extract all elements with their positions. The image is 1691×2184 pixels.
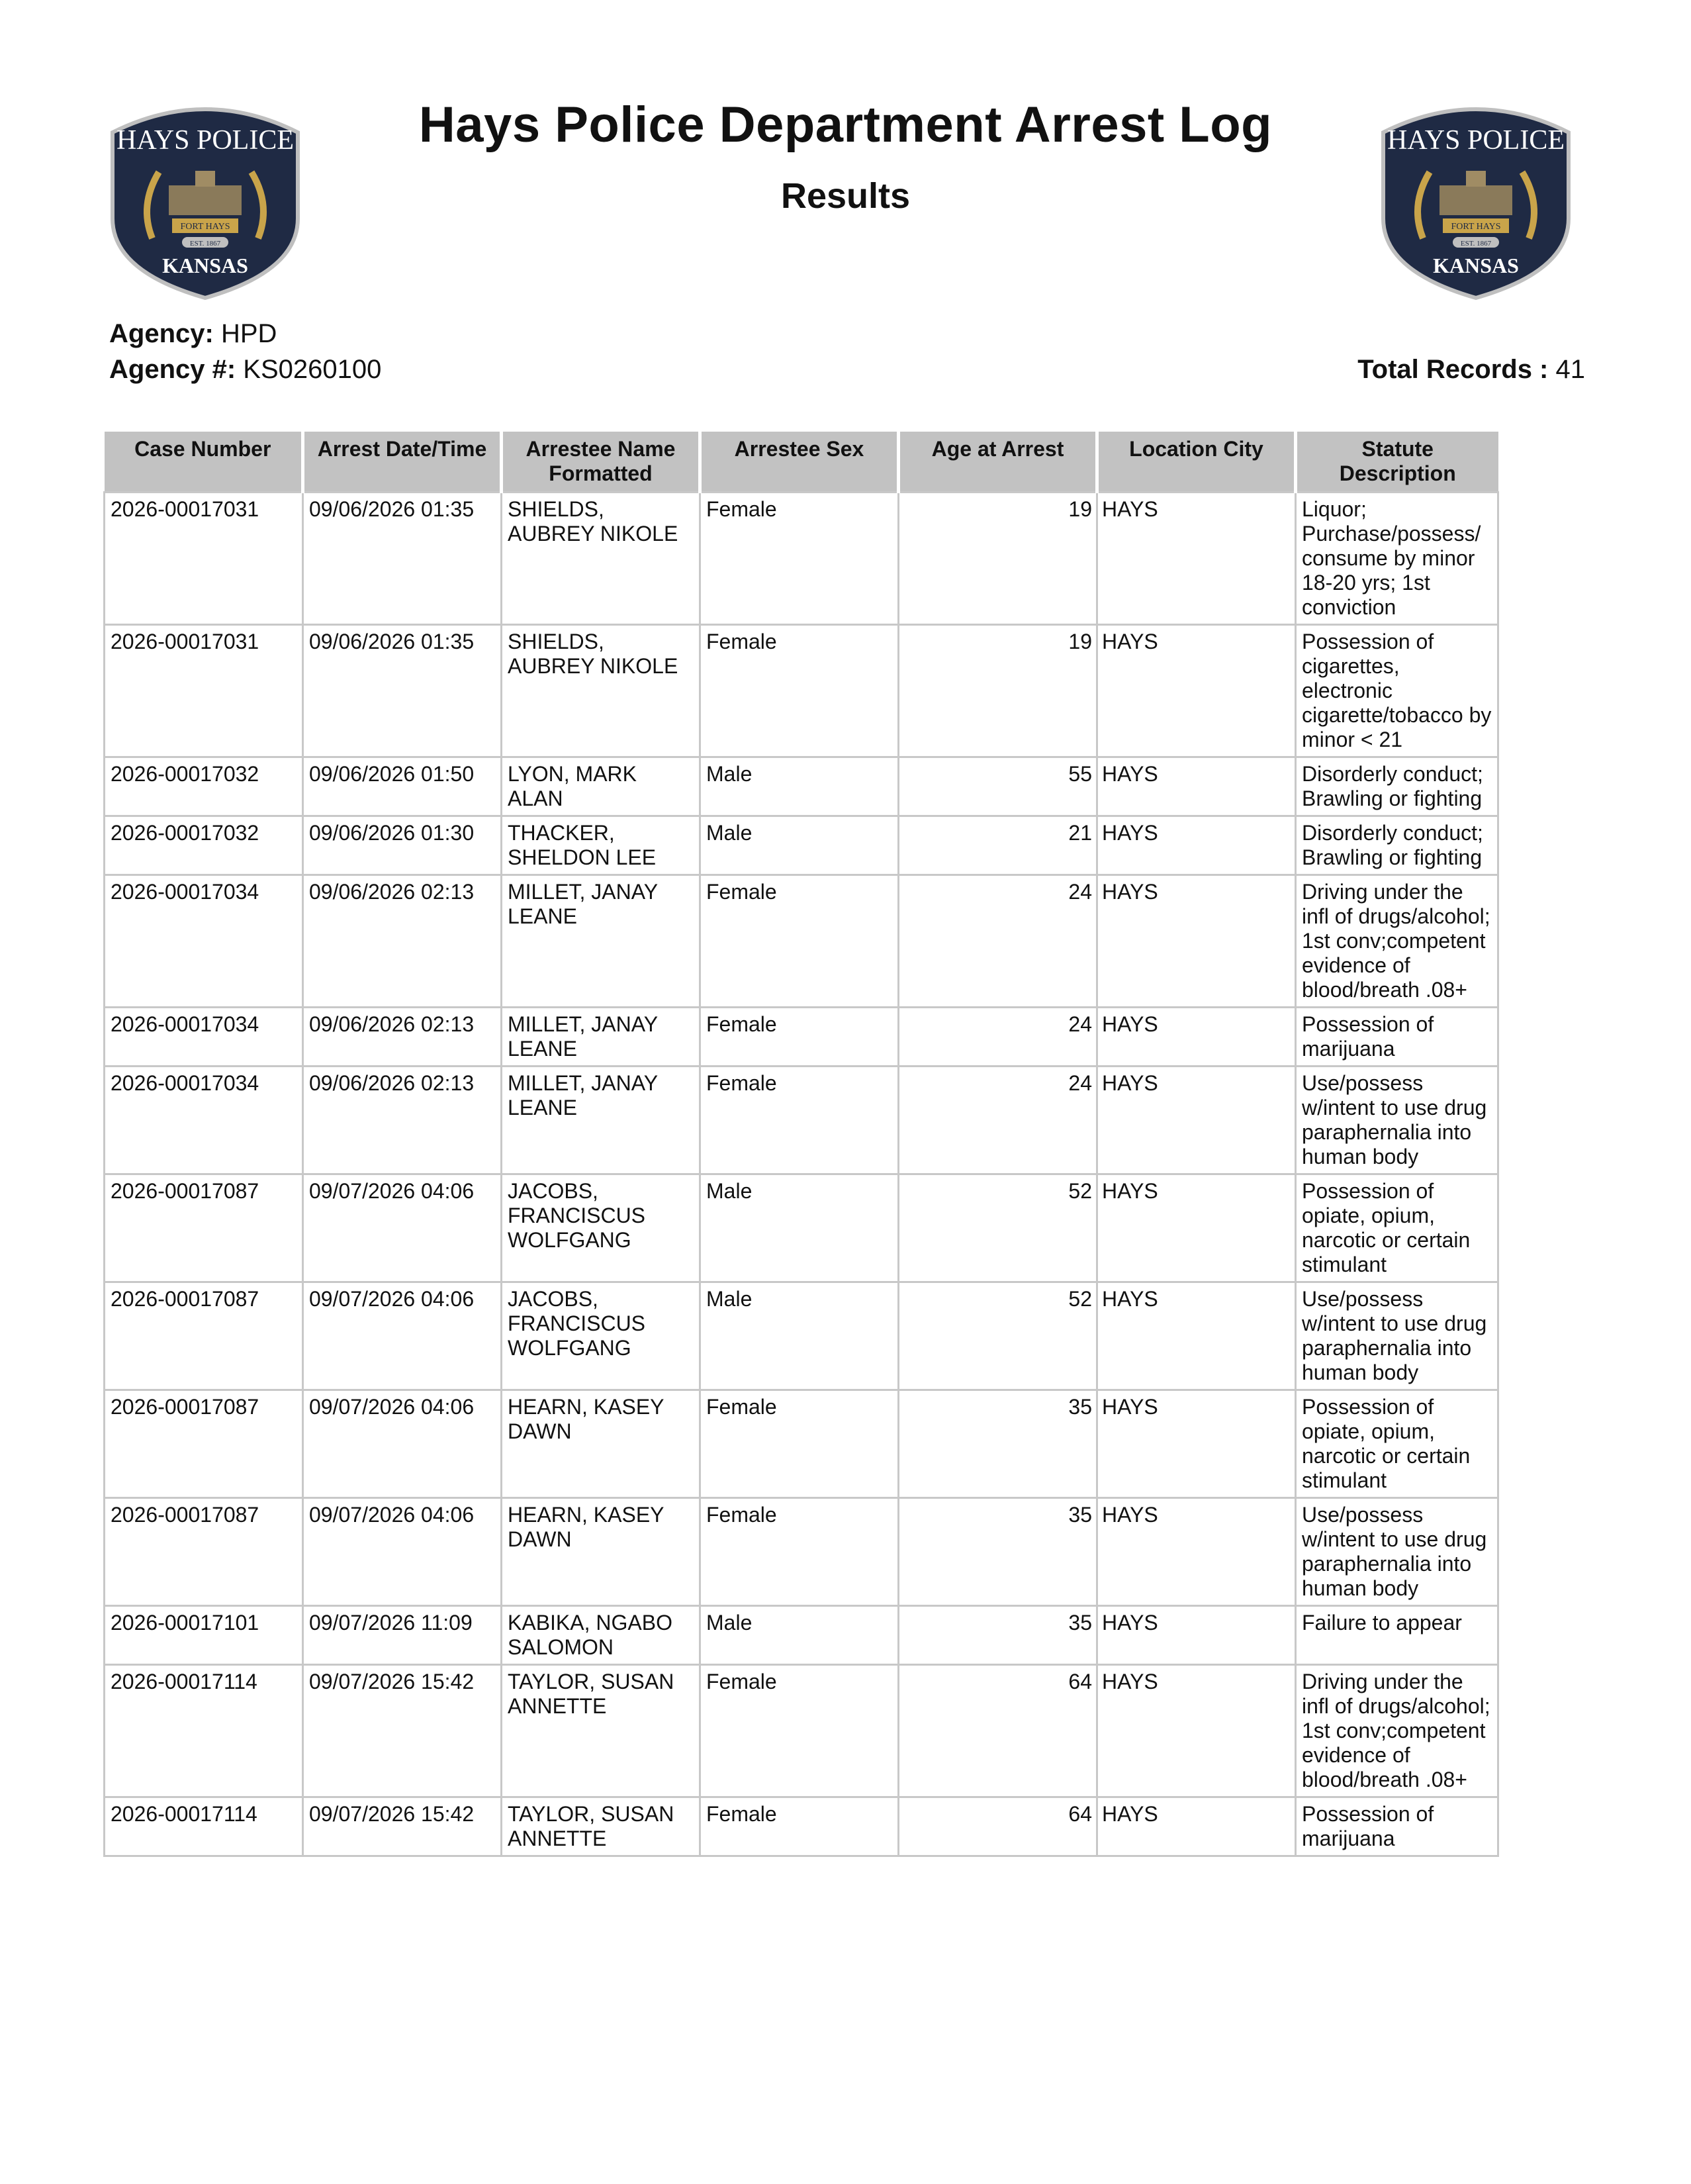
age-cell: 35 <box>899 1390 1097 1498</box>
arrestee-name-cell: TAYLOR, SUSAN ANNETTE <box>502 1797 700 1856</box>
arrestee-name-cell: TAYLOR, SUSAN ANNETTE <box>502 1665 700 1797</box>
age-cell: 35 <box>899 1606 1097 1665</box>
arrestee-sex-cell: Male <box>700 816 899 875</box>
arrestee-sex-cell: Male <box>700 757 899 816</box>
arrestee-sex-cell: Male <box>700 1606 899 1665</box>
agency-number-value: KS0260100 <box>243 355 382 384</box>
statute-description-cell: Disorderly conduct; Brawling or fighting <box>1296 757 1498 816</box>
svg-text:HAYS POLICE: HAYS POLICE <box>1387 125 1565 156</box>
case-number-cell: 2026-00017034 <box>105 1067 303 1174</box>
arrestee-name-cell: JACOBS, FRANCISCUS WOLFGANG <box>502 1174 700 1282</box>
table-row <box>105 1174 1498 1282</box>
svg-text:FORT HAYS: FORT HAYS <box>1451 222 1501 232</box>
table-row <box>105 1665 1498 1797</box>
arrestee-sex-cell: Female <box>700 625 899 757</box>
arrestee-name-cell: JACOBS, FRANCISCUS WOLFGANG <box>502 1282 700 1390</box>
case-number-cell: 2026-00017034 <box>105 1008 303 1067</box>
column-header-arrestee-name: Arrestee Name Formatted <box>502 432 700 493</box>
arrest-datetime-cell: 09/06/2026 01:30 <box>303 816 502 875</box>
column-header-case-number: Case Number <box>105 432 303 493</box>
table-row <box>105 816 1498 875</box>
arrest-datetime-cell: 09/07/2026 04:06 <box>303 1390 502 1498</box>
statute-description-cell: Driving under the infl of drugs/alcohol; 1st conv;competent evidence of blood/breath .08+ <box>1296 1665 1498 1797</box>
svg-text:FORT HAYS: FORT HAYS <box>180 222 230 232</box>
arrest-datetime-cell: 09/06/2026 01:35 <box>303 625 502 757</box>
svg-text:HAYS POLICE: HAYS POLICE <box>116 125 294 156</box>
location-city-cell: HAYS <box>1097 816 1296 875</box>
arrestee-sex-cell: Female <box>700 1067 899 1174</box>
age-cell: 21 <box>899 816 1097 875</box>
arrest-log-table <box>103 432 1499 1857</box>
agency-number-label: Agency #: <box>109 355 236 384</box>
page-title: Hays Police Department Arrest Log <box>418 97 1273 153</box>
table-row <box>105 875 1498 1008</box>
table-row <box>105 1797 1498 1856</box>
statute-description-cell: Use/possess w/intent to use drug paraphernalia into human body <box>1296 1282 1498 1390</box>
table-row <box>105 1282 1498 1390</box>
table-row <box>105 1390 1498 1498</box>
age-cell: 24 <box>899 1067 1097 1174</box>
statute-description-cell: Possession of cigarettes, electronic cigarette/tobacco by minor < 21 <box>1296 625 1498 757</box>
table-row <box>105 757 1498 816</box>
arrest-datetime-cell: 09/06/2026 01:50 <box>303 757 502 816</box>
age-cell: 64 <box>899 1797 1097 1856</box>
arrestee-name-cell: MILLET, JANAY LEANE <box>502 875 700 1008</box>
page-subtitle: Results <box>780 176 911 216</box>
column-header-location-city: Location City <box>1097 432 1296 493</box>
arrestee-sex-cell: Female <box>700 1008 899 1067</box>
arrestee-name-cell: THACKER, SHELDON LEE <box>502 816 700 875</box>
case-number-cell: 2026-00017114 <box>105 1797 303 1856</box>
statute-description-cell: Disorderly conduct; Brawling or fighting <box>1296 816 1498 875</box>
location-city-cell: HAYS <box>1097 1665 1296 1797</box>
arrestee-name-cell: SHIELDS, AUBREY NIKOLE <box>502 625 700 757</box>
location-city-cell: HAYS <box>1097 1008 1296 1067</box>
agency-label: Agency: <box>109 319 214 348</box>
age-cell: 55 <box>899 757 1097 816</box>
agency-value: HPD <box>220 319 277 348</box>
table-row <box>105 625 1498 757</box>
svg-text:KANSAS: KANSAS <box>162 254 248 277</box>
column-header-age-at-arrest: Age at Arrest <box>899 432 1097 493</box>
location-city-cell: HAYS <box>1097 1282 1296 1390</box>
arrest-datetime-cell: 09/06/2026 02:13 <box>303 1067 502 1174</box>
statute-description-cell: Failure to appear <box>1296 1606 1498 1665</box>
case-number-cell: 2026-00017087 <box>105 1498 303 1606</box>
arrestee-sex-cell: Female <box>700 1498 899 1606</box>
arrestee-name-cell: LYON, MARK ALAN <box>502 757 700 816</box>
location-city-cell: HAYS <box>1097 493 1296 625</box>
statute-description-cell: Use/possess w/intent to use drug paraphernalia into human body <box>1296 1067 1498 1174</box>
total-records-label: Total Records : <box>1357 355 1549 384</box>
age-cell: 19 <box>899 493 1097 625</box>
arrestee-name-cell: HEARN, KASEY DAWN <box>502 1390 700 1498</box>
case-number-cell: 2026-00017087 <box>105 1390 303 1498</box>
agency-number-line <box>109 355 381 385</box>
table-header-row <box>105 432 1498 493</box>
total-records-value: 41 <box>1555 355 1585 384</box>
location-city-cell: HAYS <box>1097 1390 1296 1498</box>
arrest-datetime-cell: 09/07/2026 04:06 <box>303 1282 502 1390</box>
svg-text:EST. 1867: EST. 1867 <box>1460 240 1492 248</box>
location-city-cell: HAYS <box>1097 1498 1296 1606</box>
arrestee-sex-cell: Female <box>700 875 899 1008</box>
arrestee-sex-cell: Male <box>700 1282 899 1390</box>
arrestee-sex-cell: Female <box>700 1665 899 1797</box>
arrest-datetime-cell: 09/06/2026 02:13 <box>303 875 502 1008</box>
location-city-cell: HAYS <box>1097 1606 1296 1665</box>
arrest-datetime-cell: 09/07/2026 04:06 <box>303 1498 502 1606</box>
case-number-cell: 2026-00017114 <box>105 1665 303 1797</box>
arrestee-name-cell: SHIELDS, AUBREY NIKOLE <box>502 493 700 625</box>
arrestee-name-cell: HEARN, KASEY DAWN <box>502 1498 700 1606</box>
statute-description-cell: Use/possess w/intent to use drug paraphernalia into human body <box>1296 1498 1498 1606</box>
table-row <box>105 1008 1498 1067</box>
case-number-cell: 2026-00017031 <box>105 493 303 625</box>
statute-description-cell: Driving under the infl of drugs/alcohol; 1st conv;competent evidence of blood/breath .08+ <box>1296 875 1498 1008</box>
age-cell: 19 <box>899 625 1097 757</box>
case-number-cell: 2026-00017101 <box>105 1606 303 1665</box>
age-cell: 52 <box>899 1174 1097 1282</box>
column-header-arrestee-sex: Arrestee Sex <box>700 432 899 493</box>
statute-description-cell: Possession of marijuana <box>1296 1797 1498 1856</box>
case-number-cell: 2026-00017032 <box>105 816 303 875</box>
statute-description-cell: Liquor; Purchase/possess/ consume by minor 18-20 yrs; 1st conviction <box>1296 493 1498 625</box>
arrestee-name-cell: MILLET, JANAY LEANE <box>502 1067 700 1174</box>
arrest-datetime-cell: 09/07/2026 15:42 <box>303 1665 502 1797</box>
arrestee-name-cell: KABIKA, NGABO SALOMON <box>502 1606 700 1665</box>
arrest-log-body <box>105 493 1498 1856</box>
agency-line <box>109 319 277 349</box>
statute-description-cell: Possession of marijuana <box>1296 1008 1498 1067</box>
age-cell: 24 <box>899 1008 1097 1067</box>
column-header-statute-description: Statute Description <box>1296 432 1498 493</box>
location-city-cell: HAYS <box>1097 875 1296 1008</box>
age-cell: 24 <box>899 875 1097 1008</box>
arrestee-sex-cell: Female <box>700 493 899 625</box>
location-city-cell: HAYS <box>1097 1067 1296 1174</box>
arrestee-sex-cell: Male <box>700 1174 899 1282</box>
arrest-datetime-cell: 09/07/2026 11:09 <box>303 1606 502 1665</box>
location-city-cell: HAYS <box>1097 757 1296 816</box>
location-city-cell: HAYS <box>1097 1174 1296 1282</box>
table-row <box>105 1067 1498 1174</box>
table-row <box>105 1606 1498 1665</box>
case-number-cell: 2026-00017034 <box>105 875 303 1008</box>
column-header-arrest-datetime: Arrest Date/Time <box>303 432 502 493</box>
arrest-datetime-cell: 09/06/2026 01:35 <box>303 493 502 625</box>
case-number-cell: 2026-00017032 <box>105 757 303 816</box>
age-cell: 35 <box>899 1498 1097 1606</box>
age-cell: 52 <box>899 1282 1097 1390</box>
arrestee-name-cell: MILLET, JANAY LEANE <box>502 1008 700 1067</box>
case-number-cell: 2026-00017087 <box>105 1282 303 1390</box>
svg-text:KANSAS: KANSAS <box>1433 254 1519 277</box>
statute-description-cell: Possession of opiate, opium, narcotic or certain stimulant <box>1296 1174 1498 1282</box>
location-city-cell: HAYS <box>1097 1797 1296 1856</box>
table-row <box>105 1498 1498 1606</box>
table-row <box>105 493 1498 625</box>
total-records <box>1357 355 1585 385</box>
case-number-cell: 2026-00017031 <box>105 625 303 757</box>
arrestee-sex-cell: Female <box>700 1797 899 1856</box>
location-city-cell: HAYS <box>1097 625 1296 757</box>
arrest-datetime-cell: 09/07/2026 04:06 <box>303 1174 502 1282</box>
statute-description-cell: Possession of opiate, opium, narcotic or certain stimulant <box>1296 1390 1498 1498</box>
case-number-cell: 2026-00017087 <box>105 1174 303 1282</box>
arrestee-sex-cell: Female <box>700 1390 899 1498</box>
arrest-datetime-cell: 09/07/2026 15:42 <box>303 1797 502 1856</box>
svg-text:EST. 1867: EST. 1867 <box>189 240 221 248</box>
arrest-datetime-cell: 09/06/2026 02:13 <box>303 1008 502 1067</box>
age-cell: 64 <box>899 1665 1097 1797</box>
